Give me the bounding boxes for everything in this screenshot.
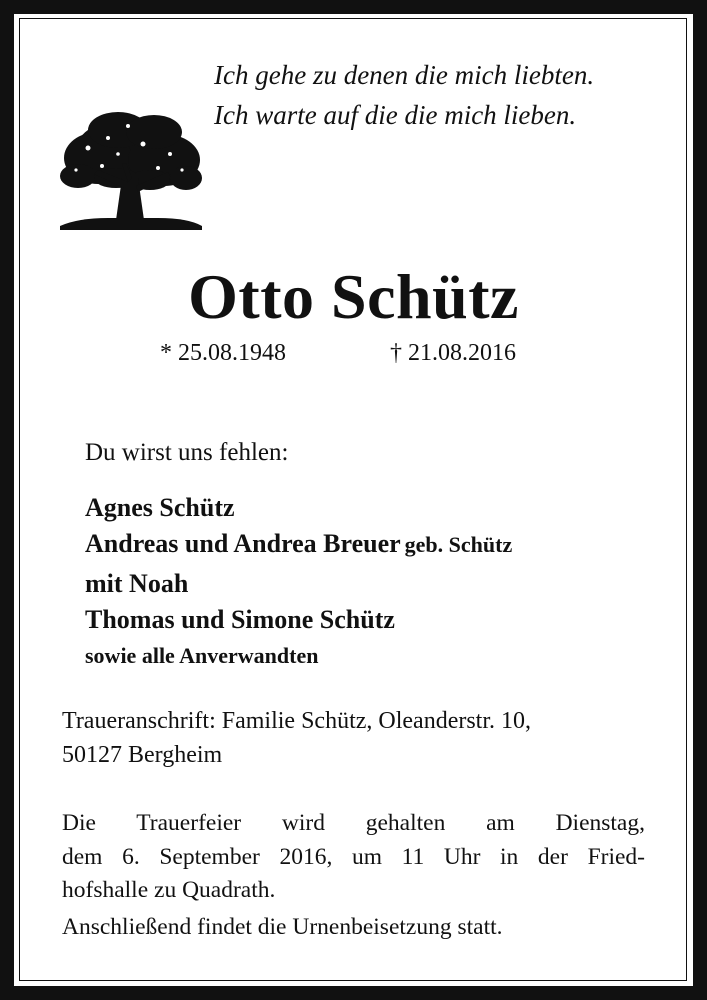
mourning-address-line-2: 50127 Bergheim <box>62 742 223 768</box>
mourner-line-2 <box>85 526 512 566</box>
mourner-line-2-names: Andreas und Andrea Breuer <box>85 529 401 558</box>
farewell-line: Du wirst uns fehlen: <box>85 439 289 466</box>
birth-date: * 25.08.1948 <box>160 340 286 366</box>
death-date: † 21.08.2016 <box>390 340 516 366</box>
mourner-line-5: sowie alle Anverwandten <box>85 643 319 668</box>
deceased-name: Otto Schütz <box>188 261 519 332</box>
mourner-line-4: Thomas und Simone Schütz <box>85 605 395 634</box>
service-line-3: hofshalle zu Quadrath. <box>62 877 276 903</box>
mourning-address-line-1: Traueranschrift: Familie Schütz, Oleanderstr. 10, <box>62 708 532 734</box>
service-line-4: Anschließend findet die Urnenbeisetzung statt. <box>62 914 503 940</box>
mourner-line-3: mit Noah <box>85 569 189 598</box>
poem-line-1: Ich gehe zu denen die mich liebten. <box>214 60 595 90</box>
mourner-line-1: Agnes Schütz <box>85 493 235 522</box>
mourners-list <box>85 490 512 674</box>
tree-icon <box>58 108 204 236</box>
service-line-1: Die Trauerfeier wird gehalten am Dienstag, <box>62 810 645 836</box>
service-line-2: dem 6. September 2016, um 11 Uhr in der Fried- <box>62 844 645 870</box>
mourner-line-2-suffix: geb. Schütz <box>404 532 513 557</box>
poem-line-2: Ich warte auf die die mich lieben. <box>214 100 577 130</box>
